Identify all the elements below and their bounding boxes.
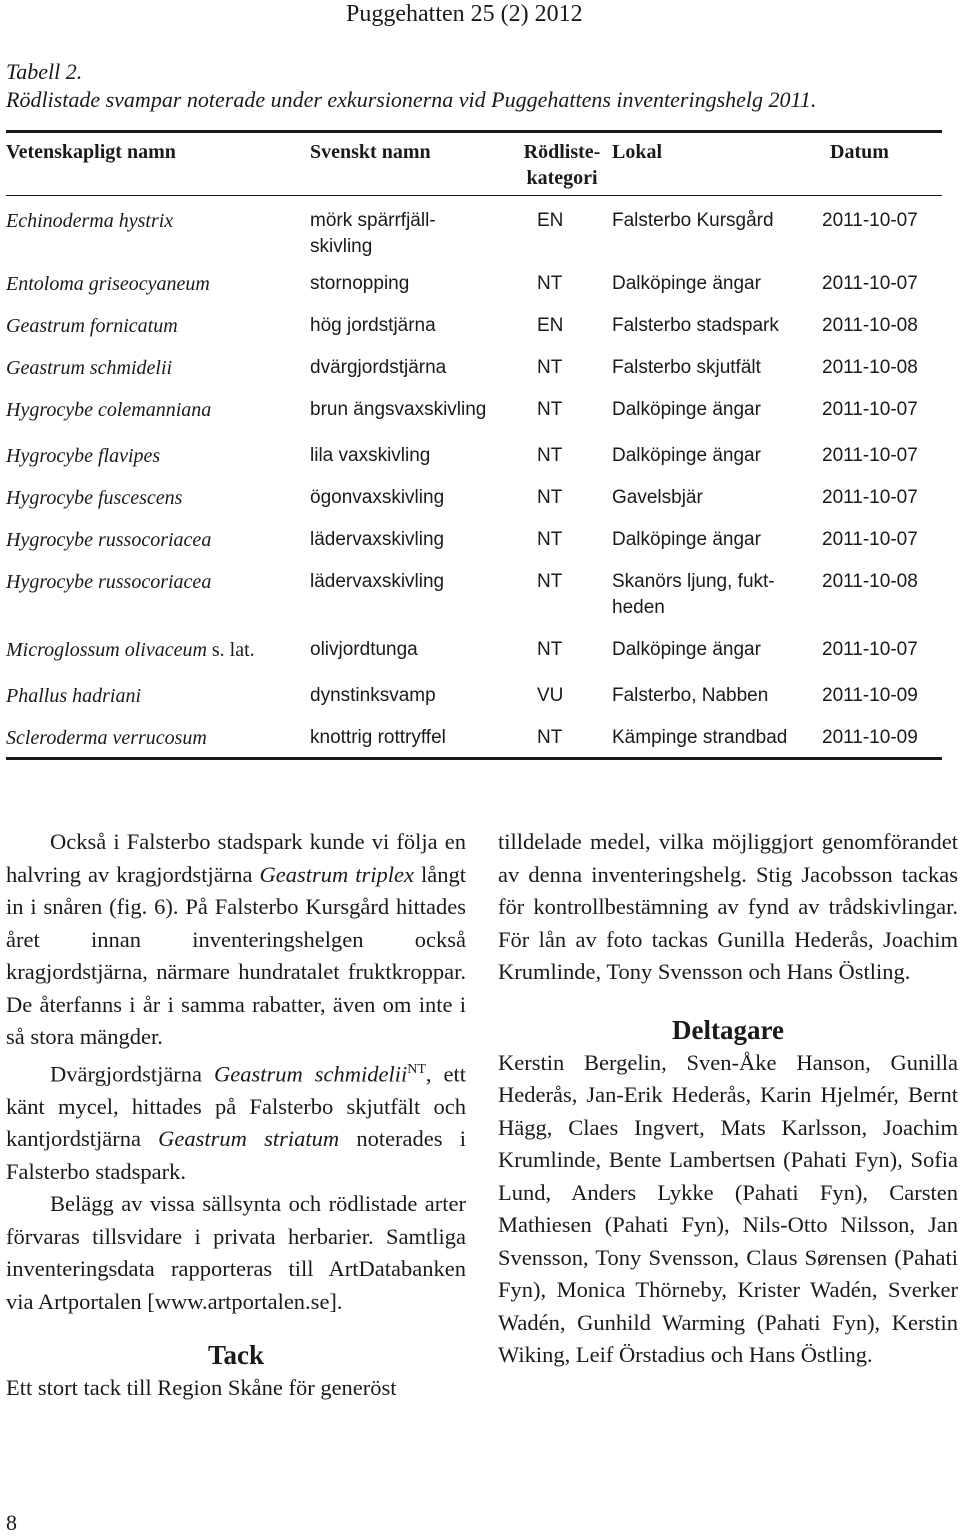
paragraph-geastrum-triplex xyxy=(6,826,466,1054)
cell-category: NT xyxy=(537,639,563,660)
cell-date: 2011-10-09 xyxy=(822,685,918,706)
cell-category: NT xyxy=(537,445,563,466)
cell-date: 2011-10-07 xyxy=(822,445,918,466)
col-header-swedish: Svenskt namn xyxy=(310,141,431,163)
cell-swedish-line1: mörk spärrfjäll- xyxy=(310,210,436,231)
text-span: Också i Falsterbo stadspark kunde vi följa en halvring av kragjordstjärna xyxy=(6,829,466,887)
cell-locality: Kämpinge strandbad xyxy=(612,727,788,748)
cell-locality: Falsterbo skjutfält xyxy=(612,357,761,378)
cell-scientific xyxy=(6,637,306,663)
cell-date: 2011-10-07 xyxy=(822,529,918,550)
cell-date: 2011-10-08 xyxy=(822,571,918,592)
heading-deltagare: Deltagare xyxy=(672,1014,784,1045)
cell-swedish: dvärgjordstjärna xyxy=(310,357,447,378)
table-row xyxy=(6,393,942,437)
cell-category: EN xyxy=(537,210,564,231)
cell-date: 2011-10-07 xyxy=(822,273,918,294)
col-header-category-line2: kategori xyxy=(526,167,598,189)
table-row xyxy=(6,521,942,563)
table-row xyxy=(6,309,942,351)
col-header-locality: Lokal xyxy=(612,141,663,163)
cell-scientific: Hygrocybe colemanniana xyxy=(6,399,212,421)
col-header-category xyxy=(512,139,612,191)
cell-swedish xyxy=(310,208,510,260)
caption-text: Rödlistade svampar noterade under exkursionerna vid Puggehattens inventeringshelg 2011. xyxy=(6,87,817,112)
cell-scientific: Entoloma griseocyaneum xyxy=(6,273,210,295)
cell-category: VU xyxy=(537,685,564,706)
journal-header: Puggehatten 25 (2) 2012 xyxy=(346,1,583,27)
caption-label: Tabell 2. xyxy=(6,59,83,84)
cell-scientific: Echinoderma hystrix xyxy=(6,210,174,232)
left-column xyxy=(6,826,466,1405)
table-caption xyxy=(6,58,946,114)
cell-date: 2011-10-08 xyxy=(822,357,918,378)
cell-category: NT xyxy=(537,529,563,550)
cell-swedish: brun ängsvaxskivling xyxy=(310,399,487,420)
cell-category: EN xyxy=(537,315,564,336)
cell-date: 2011-10-07 xyxy=(822,487,918,508)
cell-category: NT xyxy=(537,727,563,748)
paragraph-tack-start: Ett stort tack till Region Skåne för generöst xyxy=(6,1375,397,1400)
table-row xyxy=(6,479,942,521)
cell-locality-line2: heden xyxy=(612,597,665,618)
cell-category: NT xyxy=(537,357,563,378)
table-row xyxy=(6,437,942,479)
cell-scientific: Hygrocybe russocoriacea xyxy=(6,571,212,593)
cell-scientific: Hygrocybe flavipes xyxy=(6,445,161,467)
text-span: Dvärgjordstjärna xyxy=(50,1061,215,1086)
cell-scientific-suffix: s. lat. xyxy=(206,639,255,661)
table-row xyxy=(6,267,942,309)
cell-date: 2011-10-07 xyxy=(822,210,918,231)
table-row xyxy=(6,675,942,717)
text-span: Belägg av vissa sällsynta och rödlistade arter förvaras tillsvidare i privata herbarier. Samtliga inventeringsdata rapporteras till ArtDatabanken via Artportalen [www.artportalen.se]. xyxy=(6,1191,466,1314)
cell-locality: Gavelsbjär xyxy=(612,487,703,508)
cell-locality-line1: Skanörs ljung, fukt- xyxy=(612,571,775,592)
cell-locality: Falsterbo stadspark xyxy=(612,315,779,336)
paragraph-herbarier xyxy=(6,1188,466,1318)
text-span: långt in i snåren (fig. 6). På Falsterbo Kursgård hittades året innan inventeringshelgen också kragjordstjärna, närmare hundratalet fruktkroppar. De återfanns i år i samma rabatter, även om inte i så stora mängder. xyxy=(6,861,466,1049)
cell-swedish: hög jordstjärna xyxy=(310,315,436,336)
redlist-table xyxy=(6,130,942,760)
cell-locality: Falsterbo Kursgård xyxy=(612,210,774,231)
paragraph-tack-continued: tilldelade medel, vilka möjliggjort genomförandet av denna inventeringshelg. Stig Jacobsson tackas för kontrollbestämning av fynd av trådskivlingar. För lån av foto tackas Gunilla Hederås, Joachim Krumlinde, Tony Svensson och Hans Östling. xyxy=(498,829,958,984)
table-row xyxy=(6,631,942,675)
cell-locality: Dalköpinge ängar xyxy=(612,529,761,550)
cell-locality: Dalköpinge ängar xyxy=(612,399,761,420)
cell-category: NT xyxy=(537,399,563,420)
cell-swedish: lädervaxskivling xyxy=(310,529,445,550)
cell-scientific: Geastrum fornicatum xyxy=(6,315,178,337)
cell-scientific: Scleroderma verrucosum xyxy=(6,727,207,749)
cell-date: 2011-10-09 xyxy=(822,727,918,748)
cell-date: 2011-10-07 xyxy=(822,399,918,420)
table-header-row xyxy=(6,133,942,197)
cell-scientific: Geastrum schmidelii xyxy=(6,357,173,379)
cell-scientific: Phallus hadriani xyxy=(6,685,142,707)
paragraph-dvargjordstjarna xyxy=(6,1054,466,1189)
col-header-scientific: Vetenskapligt namn xyxy=(6,141,176,163)
cell-scientific: Hygrocybe russocoriacea xyxy=(6,529,212,551)
species-name: Geastrum striatum xyxy=(158,1126,340,1151)
table-row xyxy=(6,563,942,631)
cell-date: 2011-10-08 xyxy=(822,315,918,336)
table-row xyxy=(6,197,942,267)
cell-swedish: lädervaxskivling xyxy=(310,571,445,592)
species-name: Geastrum triplex xyxy=(259,861,414,887)
table-row xyxy=(6,717,942,757)
cell-category: NT xyxy=(537,571,563,592)
cell-category: NT xyxy=(537,487,563,508)
cell-swedish-line2: skivling xyxy=(310,236,373,257)
heading-tack: Tack xyxy=(207,1340,265,1370)
col-header-category-line1: Rödliste- xyxy=(523,141,601,163)
redlist-superscript: NT xyxy=(407,1061,426,1077)
cell-swedish: ögonvaxskivling xyxy=(310,487,445,508)
paragraph-deltagare: Kerstin Bergelin, Sven-Åke Hanson, Gunilla Hederås, Jan-Erik Hederås, Karin Hjelmér, Bernt Hägg, Claes Ingvert, Mats Karlsson, Joachim Krumlinde, Bente Lambertsen (Pahati Fyn), Sofia Lund, Anders Lykke (Pahati Fyn), Carsten Mathiesen (Pahati Fyn), Nils-Otto Nilsson, Jan Svensson, Tony Svensson, Claus Sørensen (Pahati Fyn), Monica Thörneby, Krister Wadén, Sverker Wadén, Gunhild Warming (Pahati Fyn), Kerstin Wiking, Leif Örstadius och Hans Östling. xyxy=(498,1049,958,1367)
cell-date: 2011-10-07 xyxy=(822,639,918,660)
text-span: , ett känt mycel, hittades på Falsterbo skjutfält och kantjordstjärna xyxy=(6,1061,466,1151)
right-column xyxy=(498,826,958,1372)
cell-locality: Dalköpinge ängar xyxy=(612,639,761,660)
cell-locality: Dalköpinge ängar xyxy=(612,273,761,294)
cell-locality: Falsterbo, Nabben xyxy=(612,685,769,706)
cell-swedish: dynstinksvamp xyxy=(310,685,436,706)
cell-category: NT xyxy=(537,273,563,294)
species-name: Geastrum schmidelii xyxy=(214,1061,408,1086)
cell-swedish: knottrig rottryffel xyxy=(310,727,446,748)
cell-scientific-name: Microglossum olivaceum xyxy=(6,639,207,661)
cell-locality: Dalköpinge ängar xyxy=(612,445,761,466)
cell-swedish: lila vaxskivling xyxy=(310,445,431,466)
cell-scientific: Hygrocybe fuscescens xyxy=(6,487,183,509)
page-number: 8 xyxy=(6,1510,17,1535)
cell-locality xyxy=(612,569,812,621)
text-span: noterades i Falsterbo stadspark. xyxy=(6,1126,466,1184)
col-header-date: Datum xyxy=(830,141,889,163)
cell-swedish: olivjordtunga xyxy=(310,639,418,660)
header-divider xyxy=(6,195,942,196)
table-row xyxy=(6,351,942,393)
cell-swedish: stornopping xyxy=(310,273,410,294)
